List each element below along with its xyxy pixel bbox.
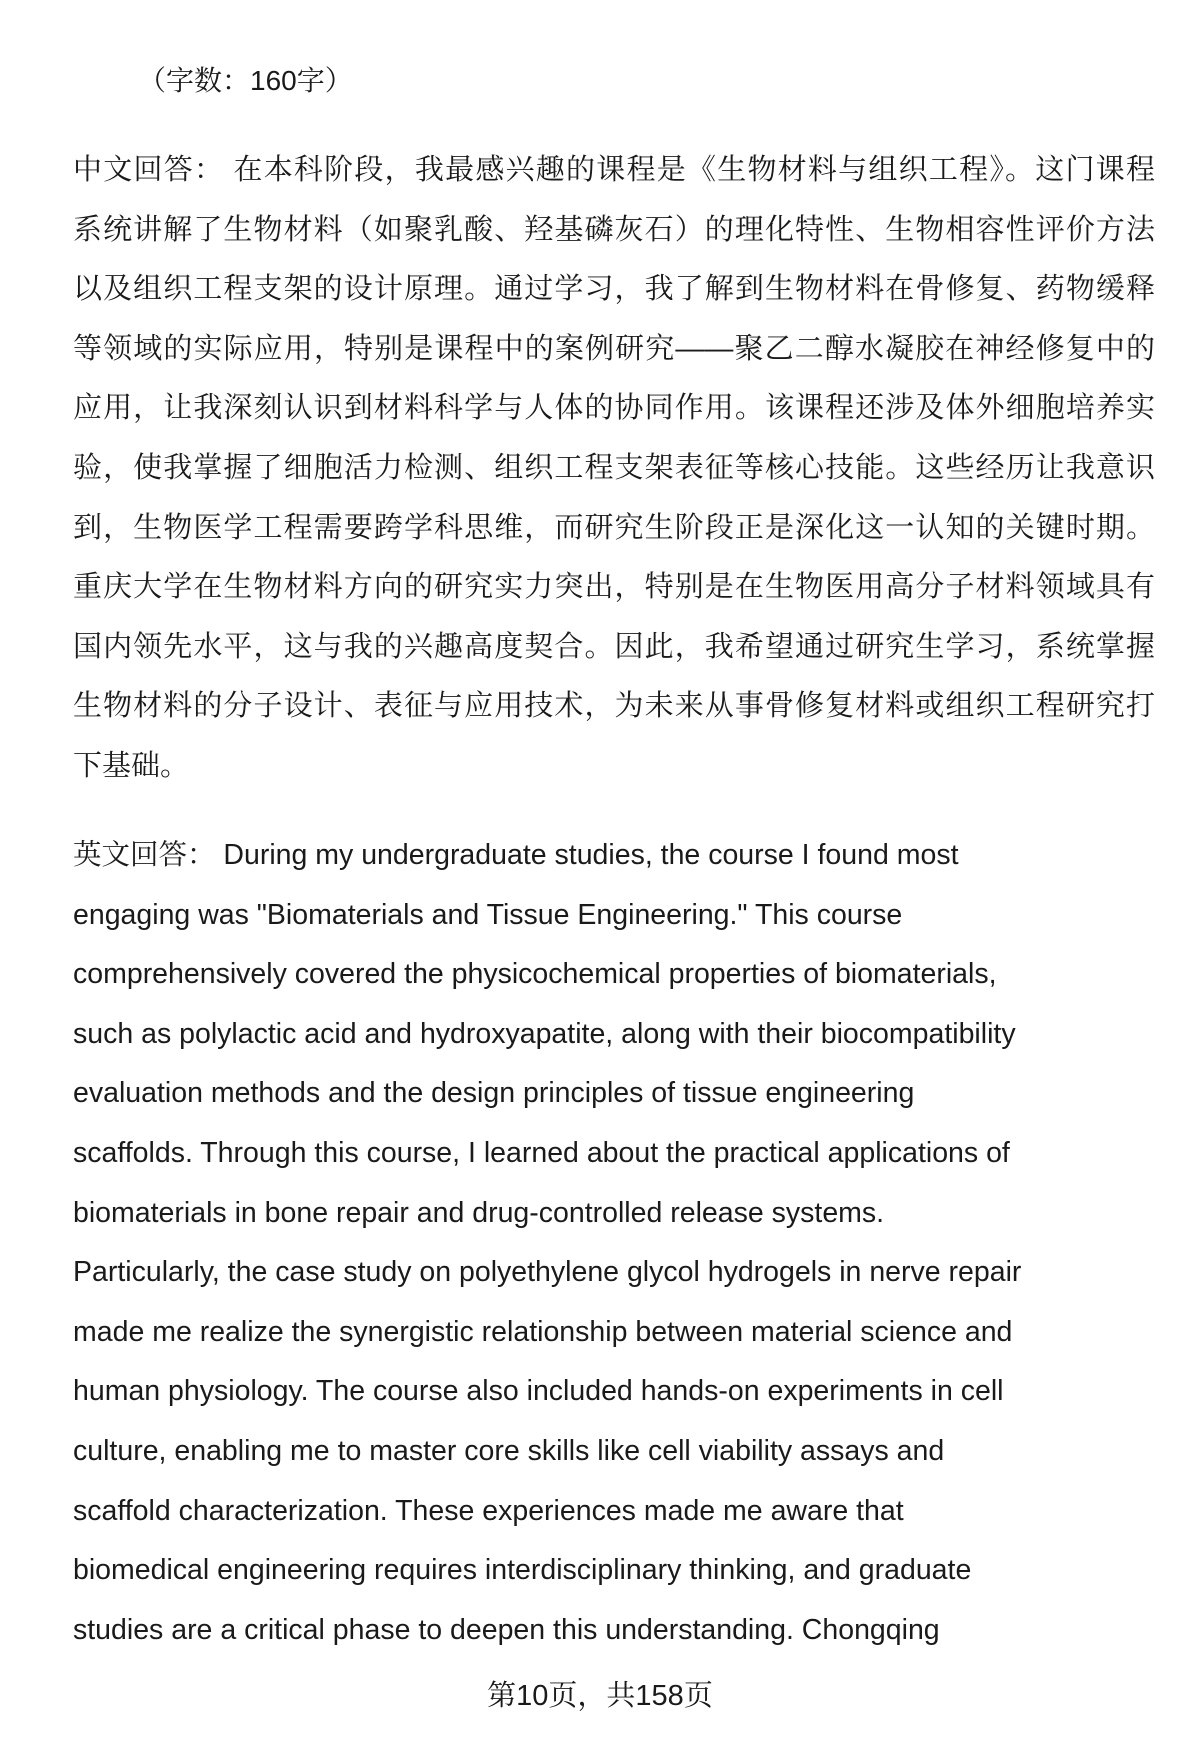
- english-answer-line: 英文回答： During my undergraduate studies, the course I found most: [73, 839, 959, 871]
- chinese-answer-line: 生物材料的分子设计、表征与应用技术，为未来从事骨修复材料或组织工程研究打: [73, 690, 1155, 723]
- english-answer-line: Particularly, the case study on polyethylene glycol hydrogels in nerve repair: [73, 1256, 1022, 1289]
- english-answer-line: human physiology. The course also included hands-on experiments in cell: [73, 1375, 1004, 1408]
- english-answer-line: scaffold characterization. These experiences made me aware that: [73, 1494, 904, 1527]
- chinese-answer-line: 重庆大学在生物材料方向的研究实力突出，特别是在生物医用高分子材料领域具有: [73, 571, 1155, 604]
- chinese-answer-line: 国内领先水平，这与我的兴趣高度契合。因此，我希望通过研究生学习，系统掌握: [73, 630, 1155, 663]
- english-answer-line: comprehensively covered the physicochemical properties of biomaterials,: [73, 958, 997, 991]
- english-answer-line: evaluation methods and the design principles of tissue engineering: [73, 1077, 915, 1110]
- chinese-answer-line: 等领域的实际应用，特别是课程中的案例研究——聚乙二醇水凝胶在神经修复中的: [73, 332, 1155, 365]
- chinese-answer-line: 应用，让我深刻认识到材料科学与人体的协同作用。该课程还涉及体外细胞培养实: [73, 392, 1155, 425]
- english-answer-line: culture, enabling me to master core skills like cell viability assays and: [73, 1435, 945, 1467]
- english-answer-line: made me realize the synergistic relationship between material science and: [73, 1315, 1013, 1348]
- chinese-answer-line: 以及组织工程支架的设计原理。通过学习，我了解到生物材料在骨修复、药物缓释: [73, 273, 1155, 306]
- english-answer-line: studies are a critical phase to deepen this understanding. Chongqing: [73, 1613, 940, 1646]
- english-answer-line: engaging was "Biomaterials and Tissue Engineering." This course: [73, 898, 903, 931]
- chinese-answer-line: 验，使我掌握了细胞活力检测、组织工程支架表征等核心技能。这些经历让我意识: [73, 452, 1155, 484]
- english-answer-line: such as polylactic acid and hydroxyapatite, along with their biocompatibility: [73, 1017, 1016, 1050]
- english-answer-line: biomedical engineering requires interdisciplinary thinking, and graduate: [73, 1554, 972, 1587]
- english-answer-line: scaffolds. Through this course, I learned about the practical applications of: [73, 1137, 1010, 1169]
- chinese-answer-line: 中文回答： 在本科阶段，我最感兴趣的课程是《生物材料与组织工程》。这门课程: [73, 154, 1155, 186]
- chinese-answer-line: 下基础。: [73, 750, 190, 782]
- chinese-answer-line: 到，生物医学工程需要跨学科思维，而研究生阶段正是深化这一认知的关键时期。: [73, 511, 1155, 544]
- word-count-note: （字数：160字）: [138, 65, 353, 96]
- page-indicator: 第10页，共158页: [487, 1680, 713, 1712]
- english-answer-line: biomaterials in bone repair and drug-controlled release systems.: [73, 1196, 885, 1229]
- chinese-answer-line: 系统讲解了生物材料（如聚乳酸、羟基磷灰石）的理化特性、生物相容性评价方法: [73, 213, 1155, 246]
